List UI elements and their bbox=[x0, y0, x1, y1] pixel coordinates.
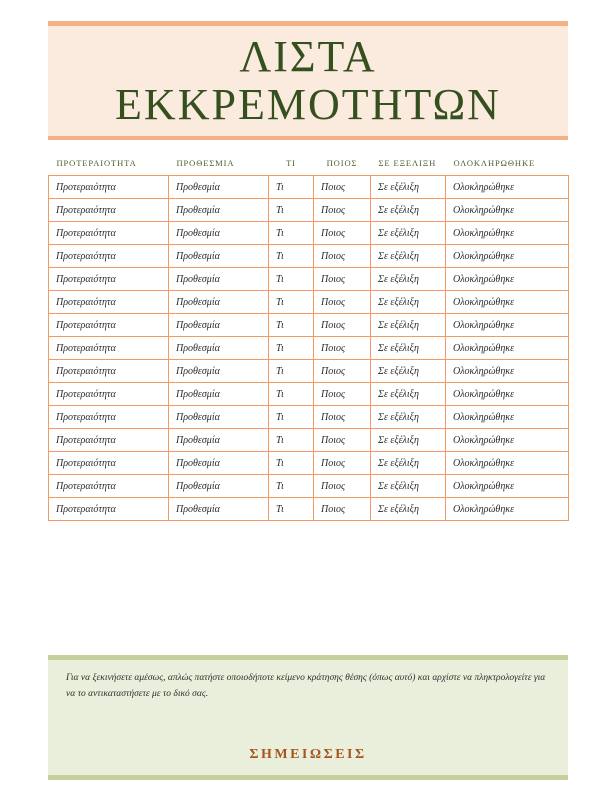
cell-what[interactable]: Τι bbox=[269, 360, 314, 383]
cell-in-progress[interactable]: Σε εξέλιξη bbox=[371, 452, 446, 475]
cell-in-progress[interactable]: Σε εξέλιξη bbox=[371, 406, 446, 429]
cell-priority[interactable]: Προτεραιότητα bbox=[49, 383, 169, 406]
notes-box[interactable] bbox=[48, 655, 568, 780]
table-row bbox=[49, 176, 569, 199]
cell-completed[interactable]: Ολοκληρώθηκε bbox=[446, 429, 569, 452]
cell-completed[interactable]: Ολοκληρώθηκε bbox=[446, 337, 569, 360]
cell-who[interactable]: Ποιος bbox=[314, 498, 371, 521]
notes-heading: ΣΗΜΕΙΩΣΕΙΣ bbox=[249, 747, 367, 762]
table-row bbox=[49, 452, 569, 475]
cell-what[interactable]: Τι bbox=[269, 245, 314, 268]
cell-completed[interactable]: Ολοκληρώθηκε bbox=[446, 475, 569, 498]
cell-what[interactable]: Τι bbox=[269, 452, 314, 475]
cell-in-progress[interactable]: Σε εξέλιξη bbox=[371, 498, 446, 521]
table-row bbox=[49, 337, 569, 360]
cell-who[interactable]: Ποιος bbox=[314, 176, 371, 199]
cell-priority[interactable]: Προτεραιότητα bbox=[49, 245, 169, 268]
cell-in-progress[interactable]: Σε εξέλιξη bbox=[371, 268, 446, 291]
column-header-in-progress: ΣΕ ΕΞΕΛΙΞΗ bbox=[378, 158, 437, 168]
table-row bbox=[49, 268, 569, 291]
table-header-row bbox=[49, 158, 569, 176]
cell-who[interactable]: Ποιος bbox=[314, 314, 371, 337]
cell-priority[interactable]: Προτεραιότητα bbox=[49, 291, 169, 314]
cell-what[interactable]: Τι bbox=[269, 314, 314, 337]
cell-what[interactable]: Τι bbox=[269, 337, 314, 360]
cell-deadline[interactable]: Προθεσμία bbox=[169, 314, 269, 337]
table-row bbox=[49, 429, 569, 452]
cell-priority[interactable]: Προτεραιότητα bbox=[49, 268, 169, 291]
cell-completed[interactable]: Ολοκληρώθηκε bbox=[446, 383, 569, 406]
cell-what[interactable]: Τι bbox=[269, 199, 314, 222]
cell-deadline[interactable]: Προθεσμία bbox=[169, 176, 269, 199]
cell-what[interactable]: Τι bbox=[269, 406, 314, 429]
cell-deadline[interactable]: Προθεσμία bbox=[169, 475, 269, 498]
cell-priority[interactable]: Προτεραιότητα bbox=[49, 314, 169, 337]
cell-deadline[interactable]: Προθεσμία bbox=[169, 291, 269, 314]
column-header-what: ΤΙ bbox=[286, 158, 296, 168]
cell-completed[interactable]: Ολοκληρώθηκε bbox=[446, 222, 569, 245]
cell-completed[interactable]: Ολοκληρώθηκε bbox=[446, 360, 569, 383]
cell-priority[interactable]: Προτεραιότητα bbox=[49, 199, 169, 222]
cell-deadline[interactable]: Προθεσμία bbox=[169, 199, 269, 222]
cell-who[interactable]: Ποιος bbox=[314, 199, 371, 222]
table-row bbox=[49, 199, 569, 222]
table-row bbox=[49, 314, 569, 337]
cell-who[interactable]: Ποιος bbox=[314, 383, 371, 406]
column-header-who: ΠΟΙΟΣ bbox=[326, 158, 358, 168]
cell-deadline[interactable]: Προθεσμία bbox=[169, 429, 269, 452]
table-row bbox=[49, 245, 569, 268]
cell-priority[interactable]: Προτεραιότητα bbox=[49, 176, 169, 199]
cell-in-progress[interactable]: Σε εξέλιξη bbox=[371, 245, 446, 268]
todo-table-container bbox=[48, 158, 568, 521]
cell-who[interactable]: Ποιος bbox=[314, 360, 371, 383]
cell-who[interactable]: Ποιος bbox=[314, 429, 371, 452]
cell-who[interactable]: Ποιος bbox=[314, 291, 371, 314]
column-header-priority: ΠΡΟΤΕΡΑΙΟΤΗΤΑ bbox=[56, 158, 137, 168]
cell-in-progress[interactable]: Σε εξέλιξη bbox=[371, 199, 446, 222]
cell-priority[interactable]: Προτεραιότητα bbox=[49, 222, 169, 245]
cell-what[interactable]: Τι bbox=[269, 498, 314, 521]
cell-in-progress[interactable]: Σε εξέλιξη bbox=[371, 222, 446, 245]
cell-deadline[interactable]: Προθεσμία bbox=[169, 406, 269, 429]
cell-priority[interactable]: Προτεραιότητα bbox=[49, 452, 169, 475]
todo-table-head bbox=[49, 158, 569, 176]
page-title-line-1: ΛΙΣΤΑ bbox=[239, 32, 377, 81]
cell-completed[interactable]: Ολοκληρώθηκε bbox=[446, 199, 569, 222]
cell-what[interactable]: Τι bbox=[269, 222, 314, 245]
cell-completed[interactable]: Ολοκληρώθηκε bbox=[446, 452, 569, 475]
cell-deadline[interactable]: Προθεσμία bbox=[169, 360, 269, 383]
cell-completed[interactable]: Ολοκληρώθηκε bbox=[446, 498, 569, 521]
cell-who[interactable]: Ποιος bbox=[314, 222, 371, 245]
cell-in-progress[interactable]: Σε εξέλιξη bbox=[371, 314, 446, 337]
cell-completed[interactable]: Ολοκληρώθηκε bbox=[446, 291, 569, 314]
cell-who[interactable]: Ποιος bbox=[314, 406, 371, 429]
table-row bbox=[49, 498, 569, 521]
cell-completed[interactable]: Ολοκληρώθηκε bbox=[446, 245, 569, 268]
cell-who[interactable]: Ποιος bbox=[314, 268, 371, 291]
cell-deadline[interactable]: Προθεσμία bbox=[169, 498, 269, 521]
cell-deadline[interactable]: Προθεσμία bbox=[169, 222, 269, 245]
title-banner bbox=[48, 21, 568, 140]
cell-in-progress[interactable]: Σε εξέλιξη bbox=[371, 337, 446, 360]
cell-in-progress[interactable]: Σε εξέλιξη bbox=[371, 360, 446, 383]
notes-placeholder-text[interactable]: Για να ξεκινήσετε αμέσως, απλώς πατήστε οποιοδήποτε κείμενο κράτησης θέσης (όπως αυτό) και αρχίστε να πληκτρολογείτε για να το αντικαταστήσετε με το δικό σας. bbox=[66, 673, 546, 699]
cell-priority[interactable]: Προτεραιότητα bbox=[49, 429, 169, 452]
cell-in-progress[interactable]: Σε εξέλιξη bbox=[371, 176, 446, 199]
cell-completed[interactable]: Ολοκληρώθηκε bbox=[446, 314, 569, 337]
cell-deadline[interactable]: Προθεσμία bbox=[169, 383, 269, 406]
cell-what[interactable]: Τι bbox=[269, 176, 314, 199]
cell-completed[interactable]: Ολοκληρώθηκε bbox=[446, 176, 569, 199]
todo-table-body bbox=[49, 176, 569, 521]
table-row bbox=[49, 383, 569, 406]
cell-priority[interactable]: Προτεραιότητα bbox=[49, 498, 169, 521]
cell-priority[interactable]: Προτεραιότητα bbox=[49, 360, 169, 383]
cell-who[interactable]: Ποιος bbox=[314, 245, 371, 268]
page-title-line-2: ΕΚΚΡΕΜΟΤΗΤΩΝ bbox=[115, 80, 501, 129]
cell-deadline[interactable]: Προθεσμία bbox=[169, 337, 269, 360]
cell-who[interactable]: Ποιος bbox=[314, 475, 371, 498]
todo-table bbox=[48, 158, 569, 521]
cell-completed[interactable]: Ολοκληρώθηκε bbox=[446, 406, 569, 429]
cell-in-progress[interactable]: Σε εξέλιξη bbox=[371, 383, 446, 406]
cell-in-progress[interactable]: Σε εξέλιξη bbox=[371, 475, 446, 498]
cell-what[interactable]: Τι bbox=[269, 429, 314, 452]
cell-completed[interactable]: Ολοκληρώθηκε bbox=[446, 268, 569, 291]
cell-in-progress[interactable]: Σε εξέλιξη bbox=[371, 429, 446, 452]
cell-what[interactable]: Τι bbox=[269, 291, 314, 314]
column-header-deadline: ΠΡΟΘΕΣΜΙΑ bbox=[176, 158, 235, 168]
table-row bbox=[49, 475, 569, 498]
cell-deadline[interactable]: Προθεσμία bbox=[169, 268, 269, 291]
cell-who[interactable]: Ποιος bbox=[314, 337, 371, 360]
cell-priority[interactable]: Προτεραιότητα bbox=[49, 337, 169, 360]
cell-deadline[interactable]: Προθεσμία bbox=[169, 452, 269, 475]
cell-in-progress[interactable]: Σε εξέλιξη bbox=[371, 291, 446, 314]
cell-who[interactable]: Ποιος bbox=[314, 452, 371, 475]
cell-what[interactable]: Τι bbox=[269, 268, 314, 291]
table-row bbox=[49, 291, 569, 314]
cell-priority[interactable]: Προτεραιότητα bbox=[49, 406, 169, 429]
table-row bbox=[49, 222, 569, 245]
column-header-completed: ΟΛΟΚΛΗΡΩΘΗΚΕ bbox=[453, 158, 536, 168]
cell-priority[interactable]: Προτεραιότητα bbox=[49, 475, 169, 498]
table-row bbox=[49, 406, 569, 429]
cell-what[interactable]: Τι bbox=[269, 475, 314, 498]
table-row bbox=[49, 360, 569, 383]
cell-deadline[interactable]: Προθεσμία bbox=[169, 245, 269, 268]
cell-what[interactable]: Τι bbox=[269, 383, 314, 406]
